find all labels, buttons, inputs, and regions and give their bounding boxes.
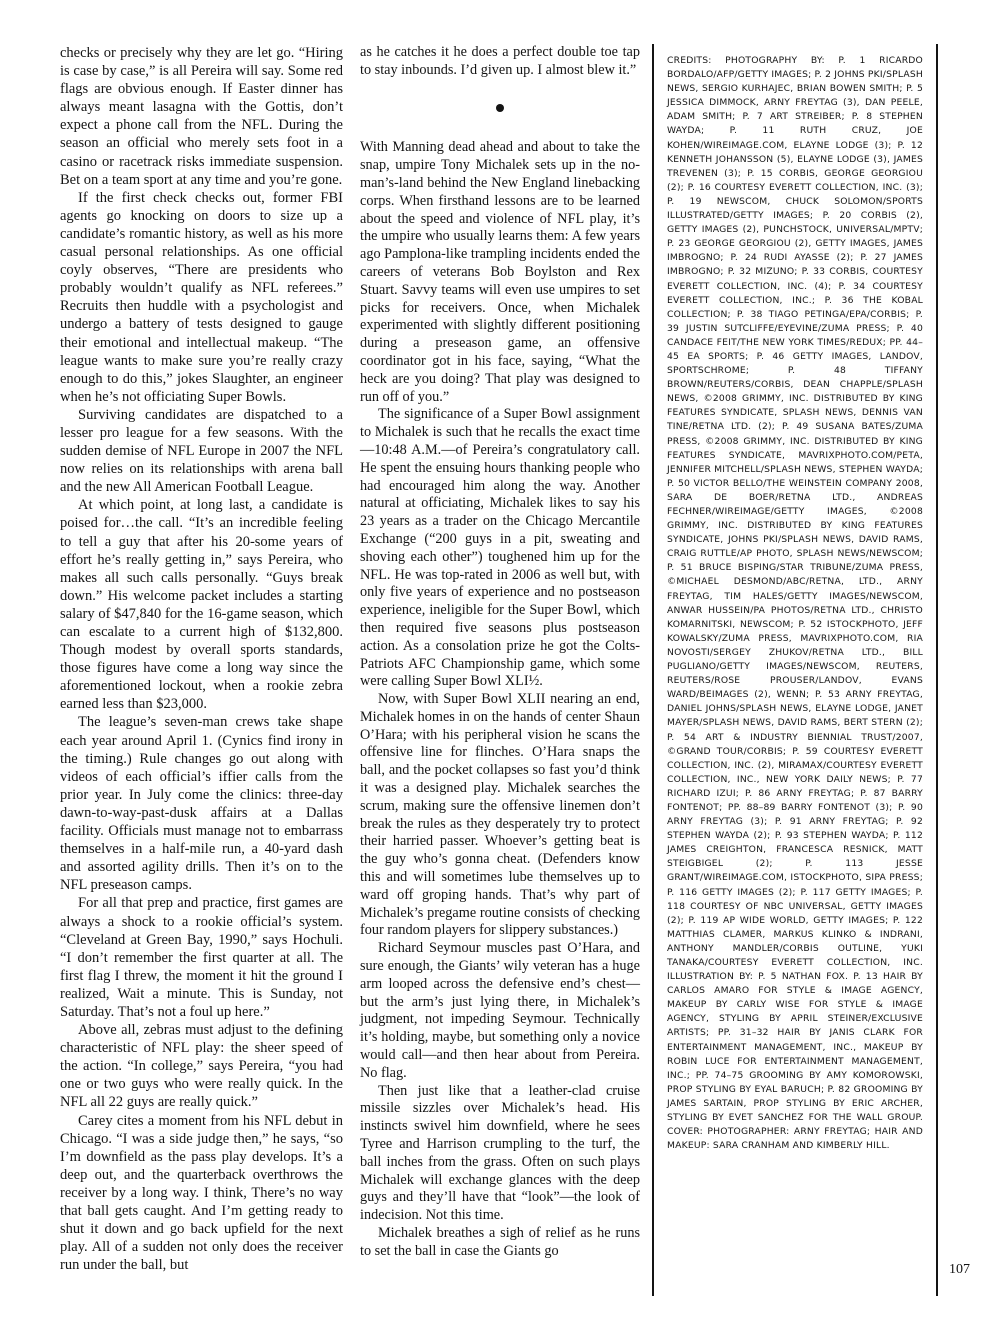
paragraph: Carey cites a moment from his NFL debut in Chicago. “I was a side judge then,” he says, “so I’m downfield as the pass play develops. It’s a deep out, and the quarterback overthrows the receiver by a long way. I think, There’s no way that ball gets caught. And I’m getting ready to shut it down and go back upfield for the next play. All of a sudden not only does the receiver run under the ball, but	[60, 1112, 343, 1274]
paragraph: Richard Seymour muscles past O’Hara, and sure enough, the Giants’ wily veteran has a huge arm looped across the defensive end’s chest—but the arm’s just lying there, in Michalek’s judgment, not impeding Seymour. Technically it’s holding, maybe, but something only a novice would call—and then hear about from Pereira. No flag.	[360, 940, 640, 1081]
paragraph: The league’s seven-man crews take shape each year around April 1. (Cynics find irony in the timing.) Rule changes go out along with videos of each official’s iffier calls from the prior year. In July come the clinics: three-day dawn-to-way-past-dusk affairs at a Dallas facility. Officials must manage not to embarrass themselves in a half-mile run, a 40-yard dash and assorted agility drills. Then it’s on to the NFL preseason camps.	[60, 714, 343, 894]
photo-credits-box	[652, 44, 938, 1296]
paragraph: Surviving candidates are dispatched to a lesser pro league for a few seasons. With the sudden demise of NFL Europe in 2007 the NFL now relies on its relationships with arena ball and the new All American Football League.	[60, 406, 343, 496]
paragraph: Above all, zebras must adjust to the defining characteristic of NFL play: the sheer speed of the action. “In college,” says Pereira, “you had one or two guys who were really quick. In the NFL all 22 guys are really quick.”	[60, 1022, 343, 1111]
page-number: 107	[949, 1262, 970, 1277]
paragraph: If the first check checks out, former FBI agents go knocking on doors to size up a candidate’s romantic history, as well as his more casual personal relationships. As one official coyly observes, “There are presidents who probably wouldn’t qualify as NFL referees.” Recruits then huddle with a psychologist and undergo a battery of tests designed to gauge their emotional and intellectual makeup. “The league wants to make sure you’re really crazy enough to do this,” jokes Slaughter, an engineer when he’s not officiating Super Bowls.	[60, 189, 343, 405]
paragraph: The significance of a Super Bowl assignment to Michalek is such that he recalls the exact time—10:48 A.M.—of Pereira’s congratulatory call. He spent the ensuing hours thanking people who had encouraged him along the way. Another natural at officiating, Michalek likes to say his 23 years as a trader on the Chicago Mercantile Exchange (“200 guys in a pit, sweating and shoving each other”) toughened him up for the NFL. He was top-rated in 2006 as well but, with only five years of experience and no postseason experience, ineligible for the Super Bowl, which then required five seasons plus postseason action. As a consolation prize he got the Colts-Patriots AFC Championship game, which some were calling Super Bowl XLI½.	[360, 406, 640, 690]
section-break-bullet	[360, 100, 640, 118]
paragraph: as he catches it he does a perfect double toe tap to stay inbounds. I’d given up. I almost blew it.”	[360, 44, 640, 78]
paragraph: For all that prep and practice, first games are always a shock to a rookie official’s system. “Cleveland at Green Bay, 1990,” says Hochuli. “I don’t remember the first quarter at all. The first flag I threw, the moment it hit the ground I realized, Wait a minute. This is Sunday, not Saturday. That’s not a foul up here.”	[60, 895, 343, 1020]
credits-text: CREDITS: PHOTOGRAPHY BY: P. 1 RICARDO BORDALO/AFP/GETTY IMAGES; P. 2 JOHNS PKI/SPLASH NEWS, SERGIO KURHAJEC, BRIAN BOWEN SMITH; P. 5 JESSICA DIMMOCK, ARNY FREYTAG (3), DAN PEELE, ADAM SMITH; P. 7 ART STREIBER; P. 8 STEPHEN WAYDA; P. 11 RUTH CRUZ, JOE KOHEN/WIREIMAGE.COM, ELAYNE LODGE (3); P. 12 KENNETH JOHANSSON (5), ELAYNE LODGE (3), JAMES TREVENEN (3); P. 15 CORBIS, GEORGE GEORGIOU (2); P. 16 COURTESY EVERETT COLLECTION, INC. (3); P. 19 NEWSCOM, CHUCK SOLOMON/SPORTS ILLUSTRATED/GETTY IMAGES; P. 20 CORBIS (2), GETTY IMAGES (2), PUNCHSTOCK, UNIVERSAL/MPTV; P. 23 GEORGE GEORGIOU (2), GETTY IMAGES, JAMES IMBROGNO; P. 24 RUDI AYASSE (2); P. 27 JAMES IMBROGNO; P. 32 MIZUNO; P. 33 CORBIS, COURTESY EVERETT COLLECTION, INC. (4); P. 34 COURTESY EVERETT COLLECTION, INC.; P. 36 THE KOBAL COLLECTION; P. 38 TIAGO PETINGA/EPA/CORBIS; P. 39 JUSTIN SUTCLIFFE/EYEVINE/ZUMA PRESS; P. 40 CANDACE FEIT/THE NEW YORK TIMES/REDUX; PP. 44–45 EA SPORTS; P. 46 GETTY IMAGES, LANDOV, SPORTSCHROME; P. 48 TIFFANY BROWN/REUTERS/CORBIS, DEAN CHAPPLE/SPLASH NEWS, ©2008 GRIMMY, INC. DISTRIBUTED BY KING FEATURES SYNDICATE, SPLASH NEWS, DENNIS VAN TINE/RETNA LTD. (2); P. 49 SUSANA BATES/ZUMA PRESS, ©2008 GRIMMY, INC. DISTRIBUTED BY KING FEATURES SYNDICATE, MAVRIXPHOTO.COM/PETA, JENNIFER MITCHELL/SPLASH NEWS, STEPHEN WAYDA; P. 50 VICTOR BELLO/THE WEINSTEIN COMPANY 2008, SARA DE BOER/RETNA LTD., ANDREAS FECHNER/WIREIMAGE/GETTY IMAGES, ©2008 GRIMMY, INC. DISTRIBUTED BY KING FEATURES SYNDICATE, JOHNS PKI/SPLASH NEWS, DAVID RAMS, CRAIG RUTTLE/AP PHOTO, SPLASH NEWS/NEWSCOM; P. 51 BRUCE BISPING/STAR TRIBUNE/ZUMA PRESS, ©MICHAEL DESMOND/ABC/RETNA, LTD., ARNY FREYTAG, TIM HALES/GETTY IMAGES/NEWSCOM, ANWAR HUSSEIN/PA PHOTOS/RETNA LTD., CHRISTO KOMARNITSKI, NEWSCOM; P. 52 ISTOCKPHOTO, JEFF KOWALSKY/ZUMA PRESS, MAVRIXPHOTO.COM, RIA NOVOSTI/SERGEY ZHUKOV/RETNA LTD., BILL PUGLIANO/GETTY IMAGES/NEWSCOM, REUTERS, REUTERS/ROSE PROUSER/LANDOV, EVANS WARD/BEIMAGES (2), WENN; P. 53 ARNY FREYTAG, DANIEL JOHNS/SPLASH NEWS, ELAYNE LODGE, JANET MAYER/SPLASH NEWS, DAVID RAMS, BERT STERN (2); P. 54 ART & INDUSTRY BIENNIAL TRUST/2007, ©GRAND TOUR/CORBIS; P. 59 COURTESY EVERETT COLLECTION, INC. (2), MIRAMAX/COURTESY EVERETT COLLECTION, INC., NEW YORK DAILY NEWS; P. 77 RICHARD IZUI; P. 86 ARNY FREYTAG; P. 87 BARRY FONTENOT; PP. 88–89 BARRY FONTENOT (3); P. 90 ARNY FREYTAG (3); P. 91 ARNY FREYTAG; P. 92 STEPHEN WAYDA (2); P. 93 STEPHEN WAYDA; P. 112 JAMES CREIGHTON, FRANCESCA RESNICK, MATT STEIGBIGEL (2); P. 113 JESSE GRANT/WIREIMAGE.COM, ISTOCKPHOTO, SIPA PRESS; P. 116 GETTY IMAGES (2); P. 117 GETTY IMAGES; P. 118 COURTESY OF NBC UNIVERSAL, GETTY IMAGES (2); P. 119 AP WIDE WORLD, GETTY IMAGES; P. 122 MATTHIAS CLAMER, MARKUS KLINKO & INDRANI, ANTHONY MANDLER/CORBIS OUTLINE, YUKI TANAKA/COURTESY EVERETT COLLECTION, INC. ILLUSTRATION BY: P. 5 NATHAN FOX. P. 13 HAIR BY CARLOS AMARO FOR STYLE & IMAGE AGENCY, MAKEUP BY CARLY WISE FOR STYLE & IMAGE AGENCY, STYLING BY APRIL STEINER/EXCLUSIVE ARTISTS; PP. 31–32 HAIR BY JANIS CLARK FOR ENTERTAINMENT MANAGEMENT, INC., MAKEUP BY ROBIN LUCE FOR ENTERTAINMENT MANAGEMENT, INC.; PP. 74–75 GROOMING BY AMY KOMOROWSKI, PROP STYLING BY EYAL BARUCH; P. 82 GROOMING BY JAMES SARTAIN, PROP STYLING BY ERIC ARCHER, STYLING BY EVET SANCHEZ FOR THE WALL GROUP. COVER: PHOTOGRAPHER: ARNY FREYTAG; HAIR AND MAKEUP: SARA CRANHAM AND KIMBERLY HILL.	[667, 55, 924, 1152]
paragraph: checks or precisely why they are let go. “Hiring is case by case,” is all Pereira will say. Some red flags are obvious enough. If Easter dinner has always meant lasagna with the Gottis, don’t expect a phone call from the NFL. During the season an official who merely sets foot in a casino or racetrack risks immediate suspension. Bet on a team sport at any time and you’re gone.	[60, 45, 343, 188]
article-column-2	[360, 44, 640, 1261]
paragraph: Michalek breathes a sigh of relief as he runs to set the ball in case the Giants go	[360, 1225, 640, 1259]
article-column-1	[60, 44, 343, 1274]
paragraph: At which point, at long last, a candidate is poised for…the call. “It’s an incredible feeling to tell a guy that after his 20-some years of effort he’s really getting in,” says Pereira, who makes all such calls personally. “Guys break down.” His welcome packet includes a starting salary of $47,840 for the 16-game season, which can escalate to a current high of $132,800. Though modest by overall sports standards, those figures have come a long way since the aforementioned lockout, when a rookie zebra earned less than $23,000.	[60, 497, 343, 713]
paragraph: Now, with Super Bowl XLII nearing an end, Michalek homes in on the hands of center Shaun O’Hara; with his peripheral vision he scans the offensive line for flinches. O’Hara snaps the ball, and the pocket collapses so fast you’d think it was a designed play. Michalek searches the scrum, making sure the offensive linemen don’t break the rules as they desperately try to protect their harried passer. Whoever’s getting beat is the guy who’s gonna cheat. (Defenders know this and will sometimes lube themselves up to ward off groping hands. That’s why part of Michalek’s pregame routine consists of checking four random players for slippery substances.)	[360, 691, 640, 939]
paragraph: Then just like that a leather-clad cruise missile sizzles over Michalek’s head. His instincts swivel him downfield, where he sees Tyree and Harrison crumpling to the turf, the ball inches from the grass. Often on such plays Michalek will exchange glances with the deep guys and they’ll have that “look”—the look of indecision. Not this time.	[360, 1082, 640, 1224]
paragraph: With Manning dead ahead and about to take the snap, umpire Tony Michalek sets up in the no-man’s-land behind the New England linebacking corps. When firsthand lessons are to be learned about the speed and violence of NFL play, it’s the umpire who usually learns them: A few years ago Pamplona-like trampling incidents ended the careers of veterans Bob Boylston and Rex Stuart. Savvy teams will even use umpires to set picks for receivers. Once, when Michalek experimented with slightly different positioning during a preseason game, an offensive coordinator got in his face, saying, “What the heck are you doing? That play was designed to run off of you.”	[360, 139, 640, 405]
